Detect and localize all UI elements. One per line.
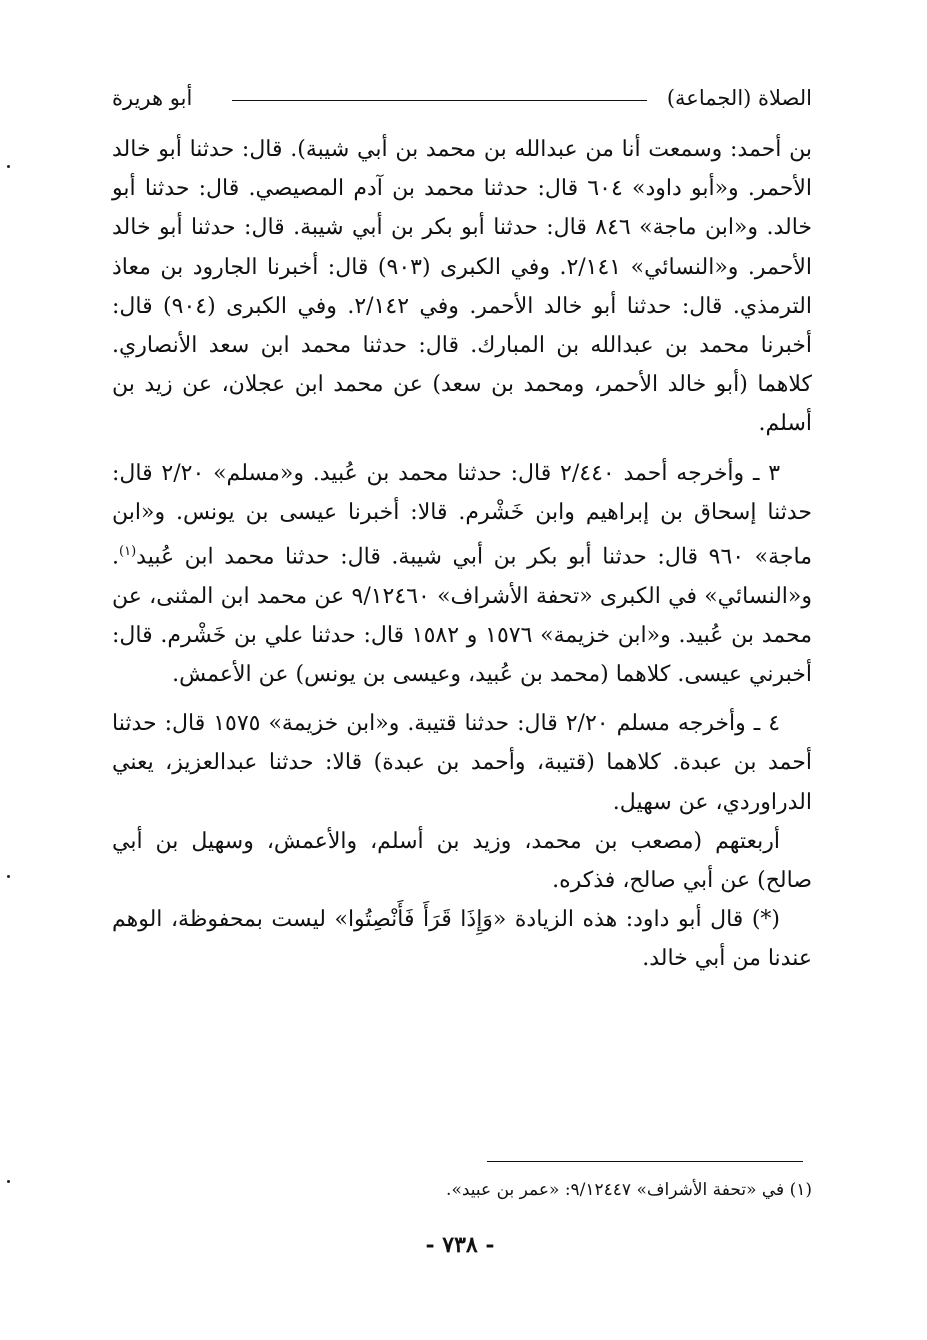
paragraph-2-text: ٣ ـ وأخرجه أحمد ٢/٤٤٠ قال: حدثنا محمد بن عُبيد. و«مسلم» ٢/٢٠ قال: حدثنا إسحاق بن إبراهيم وابن خَشْرم. قالا: أخبرنا عيسى بن يونس. و«ابن ماجة» ٩٦٠ قال: حدثنا أبو بكر بن أبي شيبة. قال: حدثنا محمد ابن عُبيد: [112, 460, 812, 570]
header-author-name: أبو هريرة: [112, 86, 193, 110]
header-rule: [232, 100, 647, 101]
footnote: (١) في «تحفة الأشراف» ٩/١٢٤٤٧: «عمر بن عبيد».: [446, 1180, 812, 1200]
running-header: [112, 82, 812, 116]
margin-speck-middle: [7, 875, 10, 878]
paragraph-4: أربعتهم (مصعب بن محمد، وزيد بن أسلم، والأعمش، وسهيل بن أبي صالح) عن أبي صالح، فذكره.: [112, 828, 812, 893]
paragraph-5: (*) قال أبو داود: هذه الزيادة «وَإِذَا قَرَأَ فَأَنْصِتُوا» ليست بمحفوظة، الوهم عندنا من أبي خالد.: [112, 907, 812, 972]
margin-speck-bottom: [7, 1180, 10, 1183]
paragraph-2-continuation: . و«النسائي» في الكبرى «تحفة الأشراف» ٩/١٢٤٦٠ عن محمد: [112, 544, 813, 609]
margin-speck-top: [7, 165, 10, 168]
header-section-title: الصلاة (الجماعة): [666, 86, 812, 110]
paragraph-2: [112, 454, 812, 695]
footnote-separator: [487, 1161, 803, 1162]
paragraph-2-tail: ابن المثنى، عن محمد بن عُبيد. و«ابن خزيمة» ١٥٧٦ و ١٥٨٢ قال: حدثنا علي بن خَشْرم. قال: أخبرني عيسى. كلاهما (محمد بن عُبيد، وعيسى بن يونس) عن الأعمش.: [112, 583, 812, 687]
page-number: - ٧٣٨ -: [425, 1232, 495, 1258]
main-text: [112, 130, 812, 979]
paragraph-3: ٤ ـ وأخرجه مسلم ٢/٢٠ قال: حدثنا قتيبة. و«ابن خزيمة» ١٥٧٥ قال: حدثنا أحمد بن عبدة. كلاهما (قتيبة، وأحمد بن عبدة) قالا: حدثنا عبدالعزيز، يعني الدراوردي، عن سهيل.: [112, 711, 812, 815]
footnote-reference: (١): [119, 544, 137, 560]
paragraph-1: بن أحمد: وسمعت أنا من عبدالله بن محمد بن أبي شيبة). قال: حدثنا أبو خالد الأحمر. و«أبو داود» ٦٠٤ قال: حدثنا محمد بن آدم المصيصي. قال: حدثنا أبو خالد. و«ابن ماجة» ٨٤٦ قال: حدثنا أبو بكر بن أبي شيبة. قال: حدثنا أبو خالد الأحمر. و«النسائي» ٢/١٤١. وفي الكبرى (٩٠٣) قال: أخبرنا الجارود بن معاذ الترمذي. قال: حدثنا أبو خالد الأحمر. وفي ٢/١٤٢. وفي الكبرى (٩٠٤) قال: أخبرنا محمد بن عبدالله بن المبارك. قال: حدثنا محمد ابن سعد الأنصاري. كلاهما (أبو خالد الأحمر، ومحمد بن سعد) عن محمد ابن عجلان، عن زيد بن أسلم.: [112, 137, 812, 437]
